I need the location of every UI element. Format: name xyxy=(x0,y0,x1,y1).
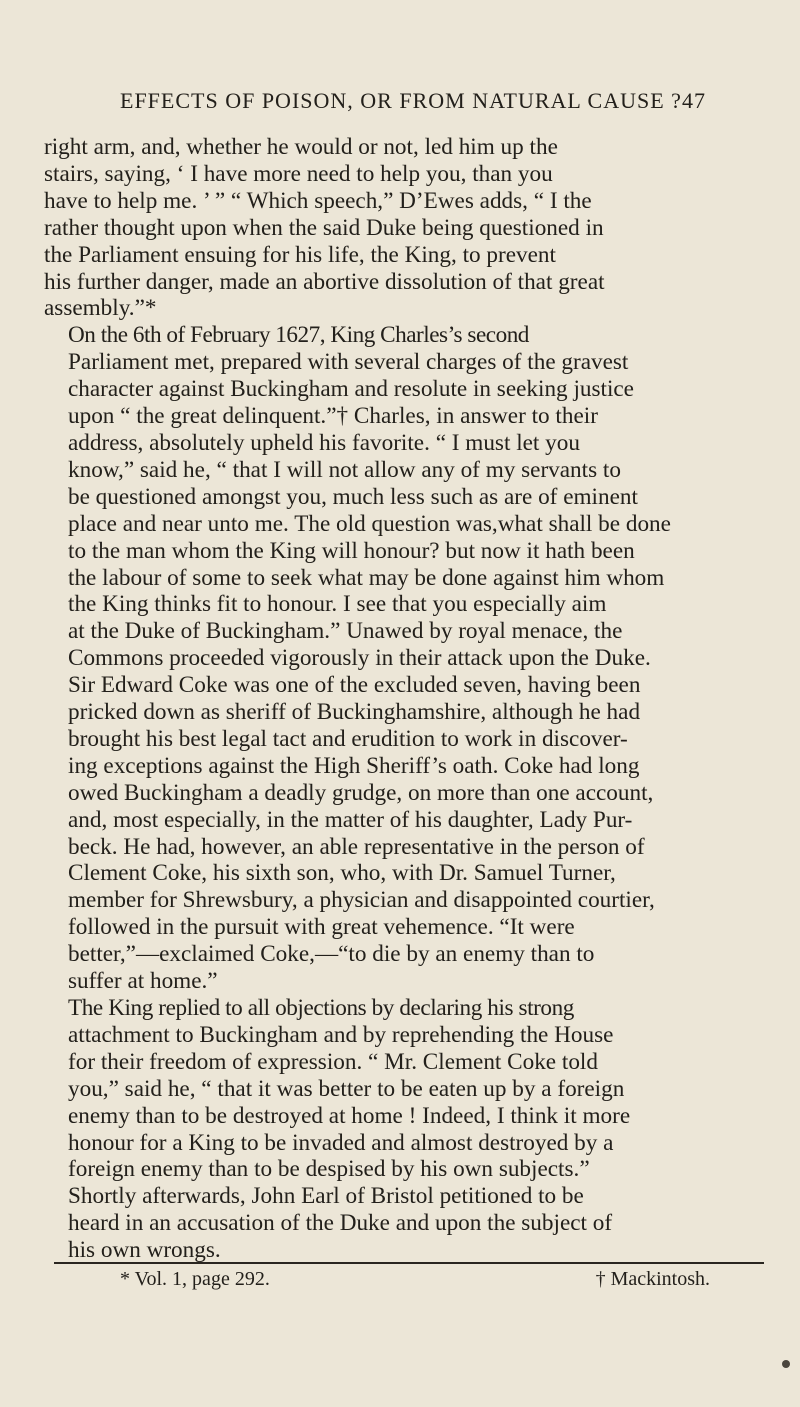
page-number: 47 xyxy=(681,88,706,113)
text-line: the labour of some to seek what may be done against him whom xyxy=(68,564,665,591)
text-line: know,” said he, “ that I will not allow any of my servants to xyxy=(68,456,621,483)
text-line: On the 6th of February 1627, King Charles’s second xyxy=(68,322,529,349)
text-line: his further danger, made an abortive dissolution of that great xyxy=(44,268,605,295)
text-line: owed Buckingham a deadly grudge, on more than one account, xyxy=(68,779,654,806)
text-line: be questioned amongst you, much less such as are of eminent xyxy=(68,483,638,510)
footnote-1: * Vol. 1, page 292. xyxy=(120,1268,270,1290)
paragraph xyxy=(44,134,766,322)
text-line: assembly.”* xyxy=(44,295,157,322)
text-line: upon “ the great delinquent.”† Charles, in answer to their xyxy=(68,403,598,430)
text-line: the King thinks fit to honour. I see that you especially aim xyxy=(68,591,607,618)
text-line: heard in an accusation of the Duke and upon the subject of xyxy=(68,1210,613,1237)
footnote-rule xyxy=(54,1262,764,1264)
text-line: ing exceptions against the High Sheriff’s oath. Coke had long xyxy=(68,752,640,779)
text-line: better,”—exclaimed Coke,—“to die by an enemy than to xyxy=(68,941,595,968)
text-line: Shortly afterwards, John Earl of Bristol petitioned to be xyxy=(68,1183,584,1210)
ink-spot xyxy=(782,1360,790,1368)
text-line: character against Buckingham and resolute in seeking justice xyxy=(68,376,634,403)
text-line: you,” said he, “ that it was better to be eaten up by a foreign xyxy=(68,1075,625,1102)
footnote-2: † Mackintosh. xyxy=(595,1268,710,1290)
text-line: pricked down as sheriff of Buckinghamshire, although he had xyxy=(68,699,641,726)
text-line: foreign enemy than to be despised by his own subjects.” xyxy=(68,1156,590,1183)
text-line: attachment to Buckingham and by reprehending the House xyxy=(68,1021,614,1048)
text-line: member for Shrewsbury, a physician and disappointed courtier, xyxy=(68,887,655,914)
text-line: his own wrongs. xyxy=(68,1237,221,1264)
text-line: the Parliament ensuing for his life, the King, to prevent xyxy=(44,241,556,268)
text-line: address, absolutely upheld his favorite. “ I must let you xyxy=(68,429,580,456)
text-line: The King replied to all objections by declaring his strong xyxy=(68,995,574,1021)
text-line: and, most especially, in the matter of his daughter, Lady Pur- xyxy=(68,806,633,833)
text-line: brought his best legal tact and erudition to work in discover- xyxy=(68,725,628,752)
text-line: to the man whom the King will honour? but now it hath been xyxy=(68,537,635,564)
text-line: Commons proceeded vigorously in their attack upon the Duke. xyxy=(68,645,651,672)
paragraph xyxy=(44,322,766,995)
running-head-title: EFFECTS OF POISON, OR FROM NATURAL CAUSE ? xyxy=(120,88,682,113)
text-line: enemy than to be destroyed at home ! Indeed, I think it more xyxy=(68,1102,631,1129)
text-line: rather thought upon when the said Duke being questioned in xyxy=(44,214,604,241)
text-line: Parliament met, prepared with several charges of the gravest xyxy=(68,349,629,376)
text-line: stairs, saying, ‘ I have more need to help you, than you xyxy=(44,160,553,187)
body-text xyxy=(44,134,766,1264)
text-line: at the Duke of Buckingham.” Unawed by royal menace, the xyxy=(68,618,623,645)
text-line: followed in the pursuit with great vehemence. “It were xyxy=(68,914,575,941)
footnotes xyxy=(120,1268,720,1291)
running-head xyxy=(120,88,706,114)
text-line: right arm, and, whether he would or not, led him up the xyxy=(44,134,558,160)
text-line: honour for a King to be invaded and almost destroyed by a xyxy=(68,1129,614,1156)
text-line: Clement Coke, his sixth son, who, with Dr. Samuel Turner, xyxy=(68,860,616,887)
text-line: place and near unto me. The old question was,what shall be done xyxy=(68,510,671,537)
text-line: for their freedom of expression. “ Mr. Clement Coke told xyxy=(68,1048,598,1075)
paragraph xyxy=(44,995,766,1264)
text-line: Sir Edward Coke was one of the excluded seven, having been xyxy=(68,672,641,699)
text-line: suffer at home.” xyxy=(68,968,218,995)
text-line: beck. He had, however, an able representative in the person of xyxy=(68,833,645,860)
text-line: have to help me. ’ ” “ Which speech,” D’Ewes adds, “ I the xyxy=(44,187,592,214)
